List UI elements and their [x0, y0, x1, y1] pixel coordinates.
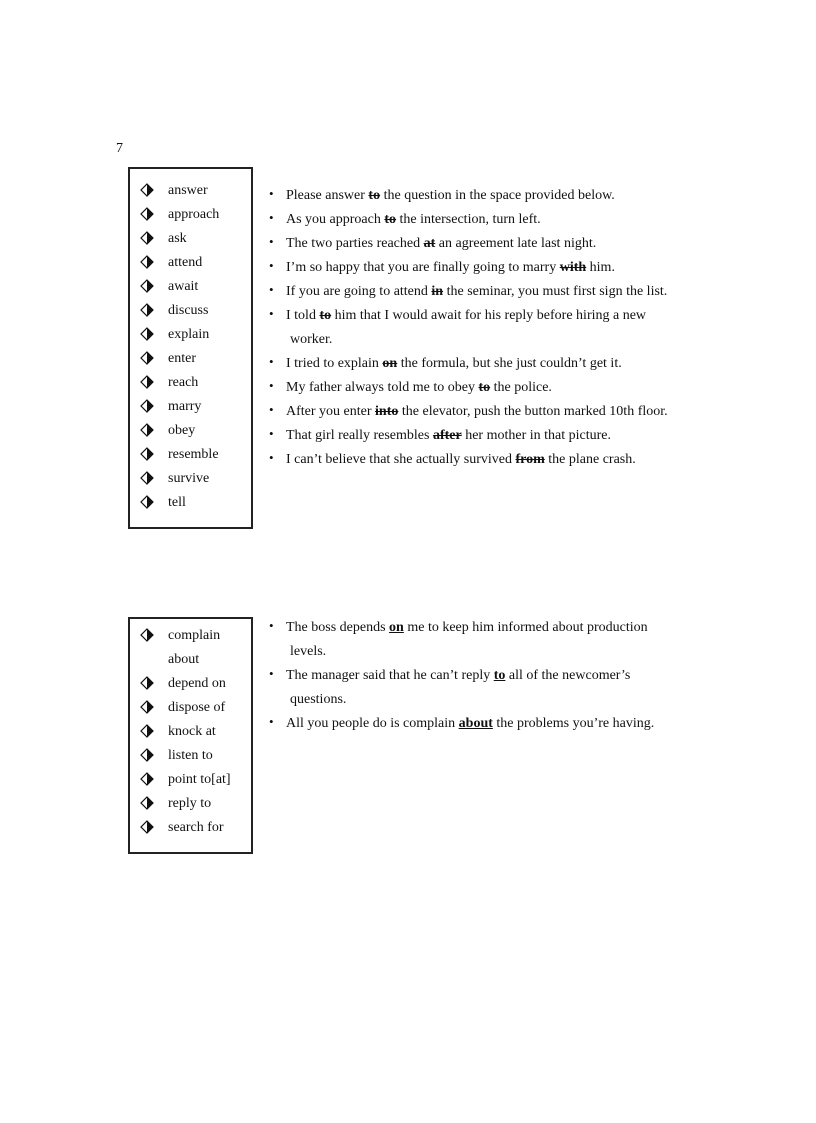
- bullet-icon: •: [269, 618, 274, 633]
- diamond-bullet-icon: [140, 183, 154, 197]
- word-list-item: [130, 696, 251, 720]
- bullet-icon: •: [269, 426, 274, 441]
- sentence-text: All you people do is complain: [286, 716, 459, 731]
- word-label: explain: [168, 327, 210, 342]
- sentence-continuation: questions.: [290, 692, 347, 707]
- word-label: dispose of: [168, 700, 226, 715]
- diamond-bullet-icon: [140, 423, 154, 437]
- sentence-text: the seminar, you must first sign the list.: [443, 284, 668, 299]
- diamond-bullet-icon: [140, 724, 154, 738]
- bullet-icon: •: [269, 210, 274, 225]
- word-list-item: [130, 419, 251, 443]
- diamond-bullet-icon: [140, 447, 154, 461]
- underlined-preposition: to: [493, 668, 506, 683]
- word-list-item: [130, 323, 251, 347]
- sentence-text: The boss depends: [286, 620, 390, 635]
- example-sentence: [268, 280, 708, 304]
- example-sentence: [268, 208, 708, 232]
- sentence-text: the question in the space provided below.: [380, 188, 615, 203]
- word-label: survive: [168, 471, 210, 486]
- sentence-continuation: worker.: [290, 332, 333, 347]
- diamond-bullet-icon: [140, 303, 154, 317]
- diamond-bullet-icon: [140, 796, 154, 810]
- word-label: complain: [168, 628, 221, 643]
- struck-preposition: to: [319, 308, 332, 323]
- sentence-text: an agreement late last night.: [435, 236, 597, 251]
- sentence-text: him that I would await for his reply before hiring a new: [331, 308, 647, 323]
- bullet-icon: •: [269, 666, 274, 681]
- word-label: ask: [168, 231, 187, 246]
- sentence-text: Please answer: [286, 188, 369, 203]
- word-label: about: [168, 652, 200, 667]
- sentence-text: My father always told me to obey: [286, 380, 479, 395]
- bullet-icon: •: [269, 450, 274, 465]
- bullet-icon: •: [269, 354, 274, 369]
- struck-preposition: on: [382, 356, 398, 371]
- struck-preposition: into: [375, 404, 399, 419]
- bullet-icon: •: [269, 186, 274, 201]
- word-list-item: [130, 251, 251, 275]
- word-list-item: [130, 395, 251, 419]
- diamond-bullet-icon: [140, 748, 154, 762]
- example-sentence: [268, 376, 708, 400]
- sentence-text: her mother in that picture.: [461, 428, 612, 443]
- word-list-item: [130, 467, 251, 491]
- word-label: await: [168, 279, 199, 294]
- word-list-item: [130, 768, 251, 792]
- example-sentence: [268, 184, 708, 208]
- bullet-icon: •: [269, 402, 274, 417]
- word-label: enter: [168, 351, 196, 366]
- diamond-bullet-icon: [140, 772, 154, 786]
- sentence-text: him.: [586, 260, 615, 275]
- struck-preposition: after: [432, 428, 462, 443]
- word-list-item: [130, 275, 251, 299]
- bullet-icon: •: [269, 234, 274, 249]
- word-label: reach: [168, 375, 199, 390]
- diamond-bullet-icon: [140, 700, 154, 714]
- example-sentence: [268, 304, 708, 352]
- sentence-text: That girl really resembles: [286, 428, 433, 443]
- example-sentence: [268, 400, 708, 424]
- diamond-bullet-icon: [140, 375, 154, 389]
- word-list-item: [130, 744, 251, 768]
- sentence-continuation: levels.: [290, 644, 327, 659]
- word-list-item: [130, 624, 251, 648]
- phrasal-verb-word-list: [130, 624, 251, 840]
- sentence-text: The two parties reached: [286, 236, 424, 251]
- diamond-bullet-icon: [140, 399, 154, 413]
- sentence-text: the problems you’re having.: [492, 716, 655, 731]
- underlined-preposition: on: [389, 620, 404, 635]
- bullet-icon: •: [269, 282, 274, 297]
- word-label: knock at: [168, 724, 216, 739]
- sentence-text: all of the newcomer’s: [505, 668, 631, 683]
- word-label: point to[at]: [168, 772, 231, 787]
- underlined-preposition: about: [458, 716, 493, 731]
- diamond-bullet-icon: [140, 255, 154, 269]
- diamond-bullet-icon: [140, 207, 154, 221]
- word-list-item: [130, 443, 251, 467]
- word-label: depend on: [168, 676, 226, 691]
- diamond-bullet-icon: [140, 471, 154, 485]
- word-list-item: [130, 816, 251, 840]
- word-label: obey: [168, 423, 196, 438]
- sentence-text: If you are going to attend: [286, 284, 432, 299]
- struck-preposition: to: [478, 380, 491, 395]
- phrasal-verb-example-sentences: [268, 616, 708, 736]
- sentence-text: the police.: [490, 380, 552, 395]
- struck-preposition: to: [384, 212, 397, 227]
- word-label: discuss: [168, 303, 209, 318]
- sentence-text: I can’t believe that she actually survived: [286, 452, 516, 467]
- struck-preposition: at: [423, 236, 436, 251]
- bullet-icon: •: [269, 258, 274, 273]
- struck-preposition: in: [431, 284, 444, 299]
- example-sentence: [268, 616, 708, 664]
- example-sentence: [268, 232, 708, 256]
- example-sentence: [268, 256, 708, 280]
- word-label: answer: [168, 183, 208, 198]
- sentence-text: I tried to explain: [286, 356, 383, 371]
- word-label: search for: [168, 820, 224, 835]
- diamond-bullet-icon: [140, 231, 154, 245]
- word-label: listen to: [168, 748, 213, 763]
- example-sentence: [268, 352, 708, 376]
- diamond-bullet-icon: [140, 495, 154, 509]
- struck-preposition: from: [515, 452, 545, 467]
- word-list-item: [130, 179, 251, 203]
- diamond-bullet-icon: [140, 327, 154, 341]
- word-list-item: [130, 648, 251, 672]
- verb-example-sentences: [268, 184, 708, 472]
- example-sentence: [268, 448, 708, 472]
- bullet-icon: •: [269, 306, 274, 321]
- word-list-item: [130, 792, 251, 816]
- sentence-text: I’m so happy that you are finally going to marry: [286, 260, 560, 275]
- verb-word-list: [130, 179, 251, 515]
- diamond-bullet-icon: [140, 676, 154, 690]
- struck-preposition: with: [559, 260, 587, 275]
- diamond-bullet-icon: [140, 351, 154, 365]
- sentence-text: the intersection, turn left.: [396, 212, 541, 227]
- example-sentence: [268, 712, 708, 736]
- word-list-item: [130, 203, 251, 227]
- sentence-text: As you approach: [286, 212, 385, 227]
- diamond-bullet-icon: [140, 279, 154, 293]
- word-list-item: [130, 347, 251, 371]
- word-label: approach: [168, 207, 220, 222]
- sentence-text: the elevator, push the button marked 10th floor.: [398, 404, 668, 419]
- example-sentence: [268, 424, 708, 448]
- word-list-item: [130, 371, 251, 395]
- bullet-icon: •: [269, 378, 274, 393]
- word-label: tell: [168, 495, 186, 510]
- word-list-item: [130, 720, 251, 744]
- page-number: 7: [116, 141, 123, 156]
- word-label: reply to: [168, 796, 212, 811]
- word-label: attend: [168, 255, 203, 270]
- word-list-item: [130, 672, 251, 696]
- sentence-text: I told: [286, 308, 320, 323]
- verb-word-box: [128, 167, 253, 529]
- sentence-text: the plane crash.: [544, 452, 636, 467]
- word-label: marry: [168, 399, 202, 414]
- word-label: resemble: [168, 447, 219, 462]
- word-list-item: [130, 227, 251, 251]
- word-list-item: [130, 299, 251, 323]
- sentence-text: After you enter: [286, 404, 376, 419]
- sentence-text: the formula, but she just couldn’t get it.: [397, 356, 622, 371]
- sentence-text: me to keep him informed about production: [403, 620, 648, 635]
- phrasal-verb-word-box: [128, 617, 253, 854]
- bullet-icon: •: [269, 714, 274, 729]
- word-list-item: [130, 491, 251, 515]
- diamond-bullet-icon: [140, 628, 154, 642]
- example-sentence: [268, 664, 708, 712]
- struck-preposition: to: [368, 188, 381, 203]
- diamond-bullet-icon: [140, 820, 154, 834]
- sentence-text: The manager said that he can’t reply: [286, 668, 494, 683]
